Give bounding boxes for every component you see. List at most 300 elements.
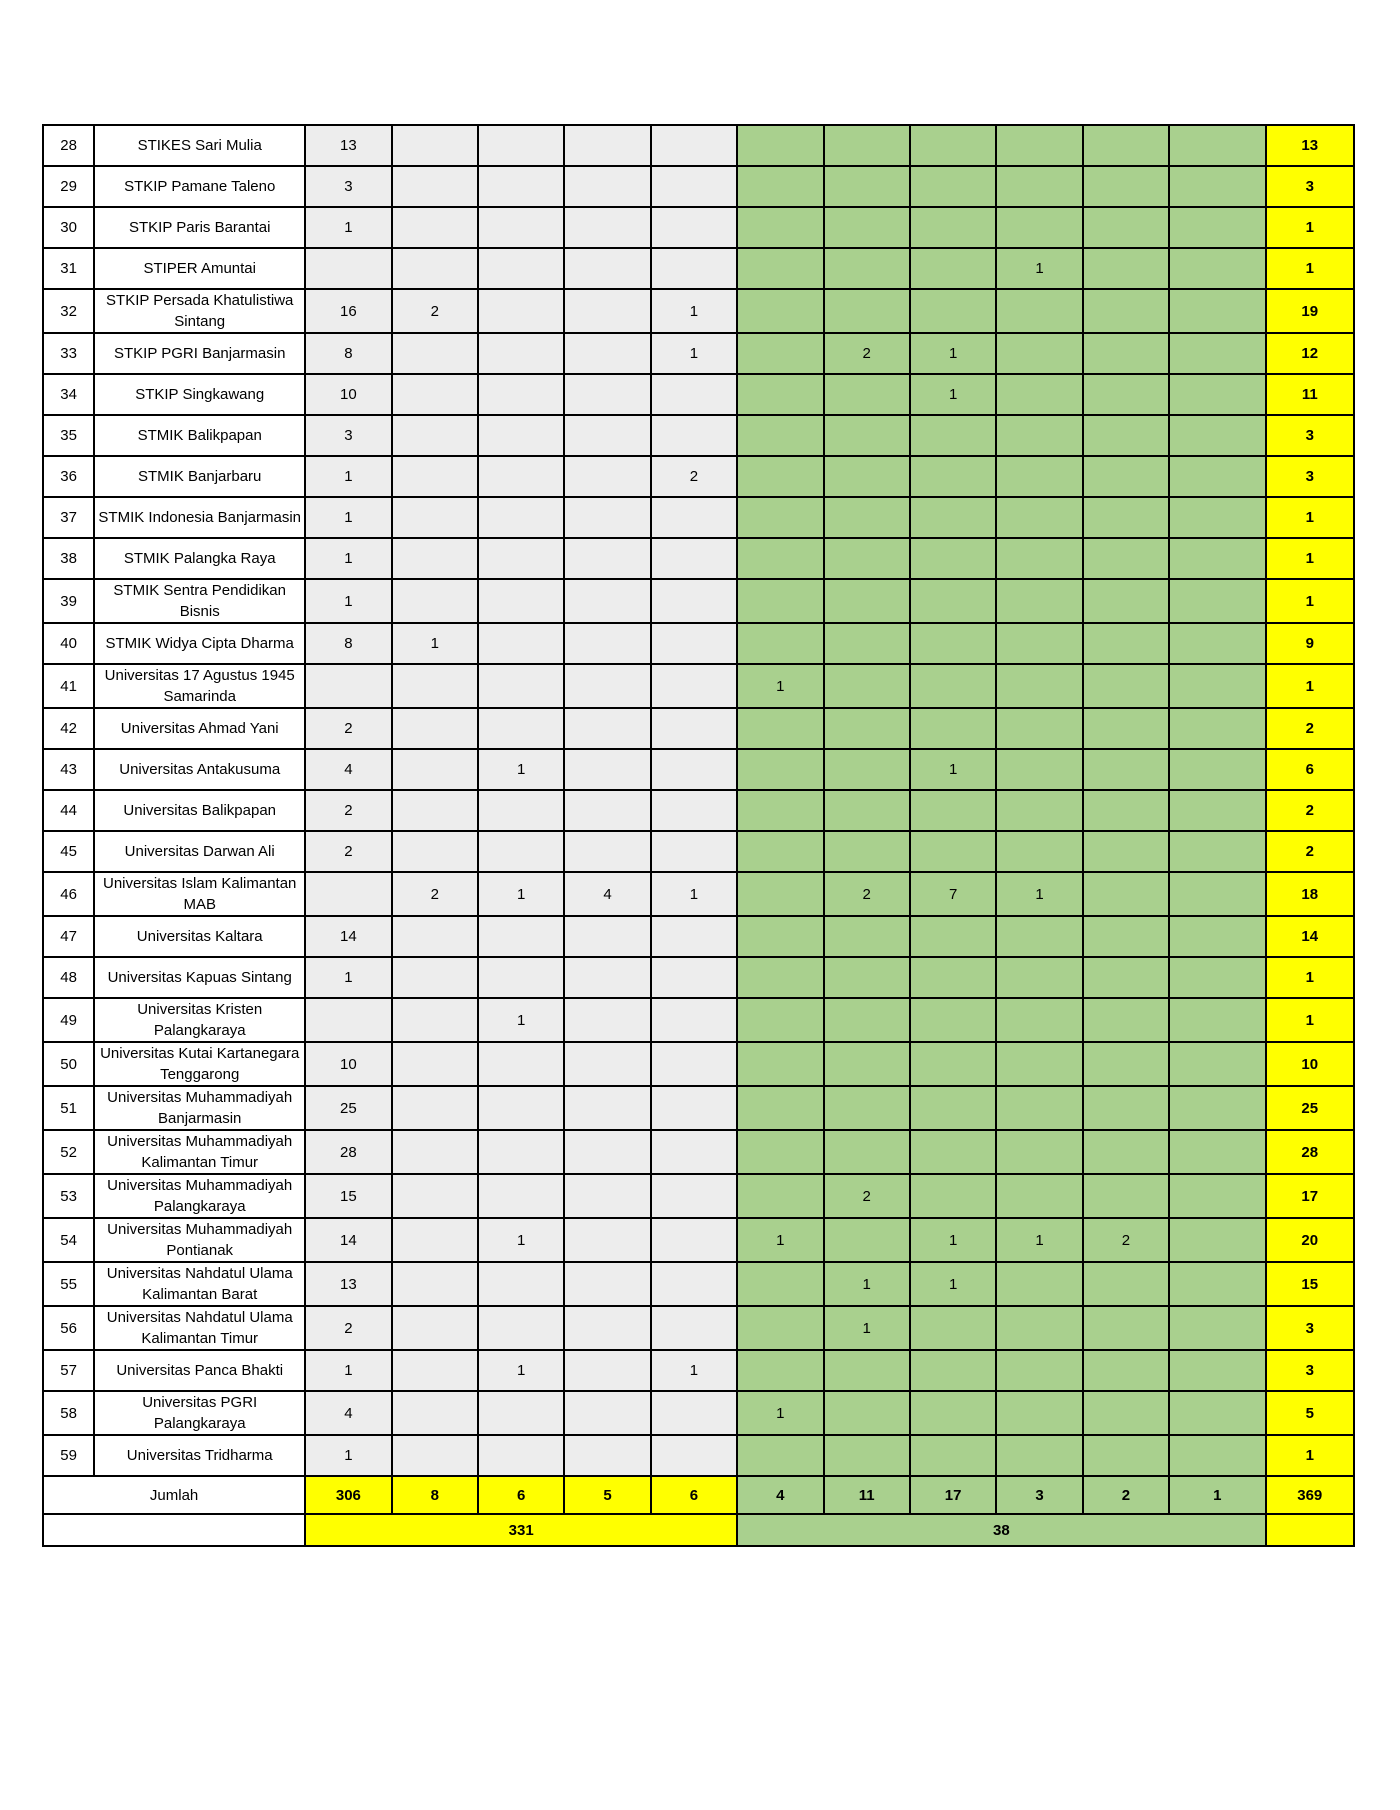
- count-cell: [564, 166, 650, 207]
- row-number: 36: [43, 456, 94, 497]
- count-cell: [564, 333, 650, 374]
- count-cell: [478, 333, 564, 374]
- count-cell-green: [1083, 790, 1169, 831]
- row-total: 5: [1266, 1391, 1354, 1435]
- count-cell-green: [1083, 1435, 1169, 1476]
- count-cell-green: [1169, 289, 1265, 333]
- count-cell-green: [996, 456, 1082, 497]
- row-total: 10: [1266, 1042, 1354, 1086]
- count-cell: 1: [392, 623, 478, 664]
- table-row: [43, 456, 1354, 497]
- count-cell: [392, 374, 478, 415]
- count-cell: [564, 207, 650, 248]
- count-cell-green: [824, 374, 910, 415]
- count-cell-green: [1083, 957, 1169, 998]
- count-cell-green: [1169, 916, 1265, 957]
- count-cell-green: [910, 538, 996, 579]
- count-cell-green: [824, 916, 910, 957]
- count-cell: [392, 207, 478, 248]
- grand-a-total: 331: [305, 1514, 737, 1546]
- jumlah-b-cell: 2: [1083, 1476, 1169, 1514]
- count-cell: 1: [305, 957, 391, 998]
- count-cell-green: [824, 998, 910, 1042]
- count-cell-green: [1083, 1262, 1169, 1306]
- count-cell-green: [910, 1086, 996, 1130]
- row-number: 41: [43, 664, 94, 708]
- count-cell-green: [824, 1391, 910, 1435]
- count-cell: [564, 1391, 650, 1435]
- count-cell: 10: [305, 1042, 391, 1086]
- count-cell-green: [737, 872, 823, 916]
- count-cell-green: [737, 333, 823, 374]
- count-cell-green: [1083, 1042, 1169, 1086]
- count-cell: 4: [564, 872, 650, 916]
- count-cell: [564, 456, 650, 497]
- jumlah-b-cell: 3: [996, 1476, 1082, 1514]
- count-cell: [651, 998, 737, 1042]
- count-cell-green: [737, 916, 823, 957]
- count-cell-green: [1169, 1086, 1265, 1130]
- count-cell: [651, 1262, 737, 1306]
- row-number: 51: [43, 1086, 94, 1130]
- count-cell-green: [1083, 289, 1169, 333]
- count-cell-green: [1083, 125, 1169, 166]
- count-cell-green: [737, 749, 823, 790]
- count-cell-green: 1: [910, 1262, 996, 1306]
- count-cell-green: [910, 998, 996, 1042]
- count-cell: [392, 749, 478, 790]
- count-cell-green: [1169, 1350, 1265, 1391]
- row-total: 3: [1266, 1306, 1354, 1350]
- count-cell: [564, 1174, 650, 1218]
- count-cell-green: [910, 248, 996, 289]
- count-cell-green: [737, 125, 823, 166]
- count-cell-green: [1169, 1218, 1265, 1262]
- row-total: 1: [1266, 248, 1354, 289]
- count-cell-green: [996, 1086, 1082, 1130]
- table-row: [43, 248, 1354, 289]
- row-total: 20: [1266, 1218, 1354, 1262]
- row-total: 14: [1266, 916, 1354, 957]
- row-total: 2: [1266, 790, 1354, 831]
- table-row: [43, 998, 1354, 1042]
- count-cell-green: [996, 1130, 1082, 1174]
- count-cell-green: [1083, 415, 1169, 456]
- table-row: [43, 333, 1354, 374]
- count-cell-green: [910, 207, 996, 248]
- institution-name: STMIK Widya Cipta Dharma: [94, 623, 305, 664]
- count-cell-green: [910, 1130, 996, 1174]
- count-cell: [564, 374, 650, 415]
- table-row: [43, 166, 1354, 207]
- count-cell: 1: [305, 538, 391, 579]
- count-cell-green: [1083, 831, 1169, 872]
- row-number: 29: [43, 166, 94, 207]
- jumlah-row: [43, 1476, 1354, 1514]
- count-cell: 1: [651, 333, 737, 374]
- count-cell-green: [1169, 998, 1265, 1042]
- count-cell: [564, 1350, 650, 1391]
- count-cell-green: [737, 1306, 823, 1350]
- count-cell-green: [1169, 207, 1265, 248]
- count-cell: 13: [305, 1262, 391, 1306]
- count-cell-green: [1169, 538, 1265, 579]
- count-cell-green: [824, 957, 910, 998]
- count-cell-green: [1083, 664, 1169, 708]
- count-cell: [651, 1435, 737, 1476]
- institution-name: Universitas Muhammadiyah Kalimantan Timur: [94, 1130, 305, 1174]
- count-cell-green: [996, 831, 1082, 872]
- count-cell-green: [824, 125, 910, 166]
- table-row: [43, 916, 1354, 957]
- count-cell-green: [996, 1391, 1082, 1435]
- count-cell-green: [1083, 374, 1169, 415]
- row-number: 57: [43, 1350, 94, 1391]
- count-cell: [564, 1262, 650, 1306]
- jumlah-a-cell: 5: [564, 1476, 650, 1514]
- row-number: 58: [43, 1391, 94, 1435]
- count-cell-green: [996, 957, 1082, 998]
- grand-total-row: [43, 1514, 1354, 1546]
- count-cell: 13: [305, 125, 391, 166]
- count-cell: [478, 623, 564, 664]
- count-cell-green: [824, 664, 910, 708]
- count-cell: 2: [305, 1306, 391, 1350]
- count-cell-green: [1083, 207, 1169, 248]
- count-cell: 1: [651, 289, 737, 333]
- count-cell: [478, 579, 564, 623]
- count-cell-green: [824, 749, 910, 790]
- count-cell-green: [737, 166, 823, 207]
- count-cell: [651, 1174, 737, 1218]
- count-cell: [392, 497, 478, 538]
- count-cell: [392, 916, 478, 957]
- count-cell-green: [737, 415, 823, 456]
- count-cell: 1: [478, 998, 564, 1042]
- count-cell-green: [996, 1042, 1082, 1086]
- table-row: [43, 708, 1354, 749]
- count-cell-green: [1169, 1262, 1265, 1306]
- count-cell: 1: [305, 497, 391, 538]
- count-cell: [478, 664, 564, 708]
- institution-name: STKIP Singkawang: [94, 374, 305, 415]
- count-cell: [564, 916, 650, 957]
- institution-name: Universitas Antakusuma: [94, 749, 305, 790]
- table-row: [43, 1042, 1354, 1086]
- row-total: 1: [1266, 957, 1354, 998]
- count-cell: [651, 749, 737, 790]
- count-cell-green: [1169, 1435, 1265, 1476]
- count-cell-green: [996, 289, 1082, 333]
- count-cell: [564, 749, 650, 790]
- count-cell-green: [1169, 1306, 1265, 1350]
- jumlah-b-cell: 11: [824, 1476, 910, 1514]
- count-cell: [392, 166, 478, 207]
- count-cell: [651, 790, 737, 831]
- count-cell-green: [824, 1218, 910, 1262]
- count-cell-green: [1169, 708, 1265, 749]
- jumlah-b-cell: 17: [910, 1476, 996, 1514]
- institution-name: Universitas PGRI Palangkaraya: [94, 1391, 305, 1435]
- row-total: 25: [1266, 1086, 1354, 1130]
- institution-name: Universitas Kapuas Sintang: [94, 957, 305, 998]
- count-cell-green: [1169, 1391, 1265, 1435]
- count-cell-green: [996, 1435, 1082, 1476]
- count-cell-green: 2: [824, 333, 910, 374]
- count-cell: 25: [305, 1086, 391, 1130]
- count-cell-green: [996, 374, 1082, 415]
- count-cell: [478, 207, 564, 248]
- count-cell-green: [824, 623, 910, 664]
- count-cell: [392, 1086, 478, 1130]
- institution-name: Universitas Tridharma: [94, 1435, 305, 1476]
- count-cell-green: [996, 1306, 1082, 1350]
- count-cell: [651, 1306, 737, 1350]
- row-total: 6: [1266, 749, 1354, 790]
- count-cell-green: [1169, 497, 1265, 538]
- count-cell-green: 1: [910, 1218, 996, 1262]
- row-total: 1: [1266, 538, 1354, 579]
- count-cell: 1: [305, 1350, 391, 1391]
- count-cell: [478, 790, 564, 831]
- count-cell-green: [910, 415, 996, 456]
- count-cell: 2: [392, 872, 478, 916]
- count-cell: [478, 289, 564, 333]
- count-cell: [392, 1435, 478, 1476]
- row-number: 52: [43, 1130, 94, 1174]
- count-cell: 1: [478, 1218, 564, 1262]
- count-cell: [651, 415, 737, 456]
- count-cell: [478, 125, 564, 166]
- jumlah-a-cell: 6: [651, 1476, 737, 1514]
- count-cell: 2: [392, 289, 478, 333]
- count-cell-green: [737, 831, 823, 872]
- row-number: 33: [43, 333, 94, 374]
- count-cell: 16: [305, 289, 391, 333]
- count-cell-green: [996, 708, 1082, 749]
- row-number: 34: [43, 374, 94, 415]
- count-cell: [478, 916, 564, 957]
- row-total: 28: [1266, 1130, 1354, 1174]
- count-cell-green: 1: [824, 1262, 910, 1306]
- row-number: 59: [43, 1435, 94, 1476]
- count-cell: 10: [305, 374, 391, 415]
- row-number: 38: [43, 538, 94, 579]
- count-cell-green: [910, 1435, 996, 1476]
- count-cell-green: [996, 497, 1082, 538]
- row-number: 47: [43, 916, 94, 957]
- count-cell: [564, 289, 650, 333]
- count-cell: [651, 916, 737, 957]
- count-cell: [564, 623, 650, 664]
- count-cell-green: [910, 166, 996, 207]
- count-cell: [478, 456, 564, 497]
- institution-name: Universitas Balikpapan: [94, 790, 305, 831]
- count-cell-green: [1169, 579, 1265, 623]
- count-cell: [478, 1262, 564, 1306]
- count-cell: [564, 538, 650, 579]
- count-cell-green: [737, 790, 823, 831]
- count-cell: [478, 1435, 564, 1476]
- count-cell-green: [737, 207, 823, 248]
- count-cell-green: 2: [824, 1174, 910, 1218]
- count-cell-green: [824, 1350, 910, 1391]
- row-number: 54: [43, 1218, 94, 1262]
- table-row: [43, 749, 1354, 790]
- data-table: [42, 124, 1355, 1547]
- row-total: 9: [1266, 623, 1354, 664]
- count-cell: [392, 415, 478, 456]
- count-cell: 15: [305, 1174, 391, 1218]
- row-total: 1: [1266, 207, 1354, 248]
- count-cell: [392, 538, 478, 579]
- count-cell: 2: [305, 708, 391, 749]
- count-cell: [564, 957, 650, 998]
- count-cell: 4: [305, 1391, 391, 1435]
- count-cell: [564, 497, 650, 538]
- table-row: [43, 1350, 1354, 1391]
- count-cell-green: [1169, 415, 1265, 456]
- count-cell: [392, 664, 478, 708]
- count-cell: [478, 415, 564, 456]
- count-cell-green: [996, 166, 1082, 207]
- count-cell: [564, 790, 650, 831]
- institution-name: STKIP Paris Barantai: [94, 207, 305, 248]
- institution-name: STMIK Sentra Pendidikan Bisnis: [94, 579, 305, 623]
- count-cell-green: [910, 916, 996, 957]
- count-cell-green: [1083, 497, 1169, 538]
- count-cell-green: [737, 623, 823, 664]
- table-row: [43, 1391, 1354, 1435]
- row-total: 15: [1266, 1262, 1354, 1306]
- count-cell: [478, 538, 564, 579]
- count-cell-green: 7: [910, 872, 996, 916]
- count-cell: 8: [305, 623, 391, 664]
- count-cell: [305, 998, 391, 1042]
- row-total: 2: [1266, 831, 1354, 872]
- institution-name: Universitas Islam Kalimantan MAB: [94, 872, 305, 916]
- count-cell: [564, 415, 650, 456]
- row-number: 37: [43, 497, 94, 538]
- count-cell-green: [1083, 1086, 1169, 1130]
- count-cell: 1: [305, 456, 391, 497]
- count-cell: [651, 207, 737, 248]
- count-cell: [651, 957, 737, 998]
- institution-name: Universitas Kaltara: [94, 916, 305, 957]
- count-cell-green: [737, 538, 823, 579]
- count-cell-green: [910, 289, 996, 333]
- count-cell-green: [910, 664, 996, 708]
- count-cell-green: [737, 1086, 823, 1130]
- count-cell-green: [824, 1042, 910, 1086]
- count-cell-green: [1169, 957, 1265, 998]
- jumlah-a-cell: 306: [305, 1476, 391, 1514]
- count-cell-green: [1083, 708, 1169, 749]
- jumlah-b-cell: 4: [737, 1476, 823, 1514]
- count-cell-green: [910, 708, 996, 749]
- count-cell: [392, 125, 478, 166]
- count-cell-green: [1169, 248, 1265, 289]
- count-cell-green: [1169, 333, 1265, 374]
- count-cell: [564, 579, 650, 623]
- count-cell: [392, 1391, 478, 1435]
- count-cell-green: [910, 1174, 996, 1218]
- jumlah-b-cell: 1: [1169, 1476, 1265, 1514]
- count-cell: [392, 998, 478, 1042]
- count-cell-green: [824, 248, 910, 289]
- count-cell: 1: [651, 872, 737, 916]
- institution-name: Universitas Kutai Kartanegara Tenggarong: [94, 1042, 305, 1086]
- row-total: 1: [1266, 998, 1354, 1042]
- count-cell-green: [1083, 1130, 1169, 1174]
- count-cell-green: [910, 579, 996, 623]
- institution-name: STMIK Palangka Raya: [94, 538, 305, 579]
- table-body: [43, 125, 1354, 1476]
- jumlah-label: Jumlah: [43, 1476, 305, 1514]
- count-cell-green: 1: [824, 1306, 910, 1350]
- institution-name: Universitas Kristen Palangkaraya: [94, 998, 305, 1042]
- count-cell: 28: [305, 1130, 391, 1174]
- count-cell: [478, 1130, 564, 1174]
- row-number: 30: [43, 207, 94, 248]
- count-cell-green: [1083, 749, 1169, 790]
- count-cell: [564, 831, 650, 872]
- count-cell: [651, 664, 737, 708]
- table-row: [43, 374, 1354, 415]
- row-total: 1: [1266, 664, 1354, 708]
- count-cell-green: [1083, 916, 1169, 957]
- count-cell-green: [996, 207, 1082, 248]
- count-cell-green: [737, 1350, 823, 1391]
- count-cell: [564, 1130, 650, 1174]
- count-cell-green: [824, 831, 910, 872]
- row-number: 43: [43, 749, 94, 790]
- count-cell: 14: [305, 916, 391, 957]
- count-cell-green: [824, 708, 910, 749]
- count-cell-green: [737, 957, 823, 998]
- count-cell: [478, 831, 564, 872]
- count-cell-green: [737, 1042, 823, 1086]
- count-cell-green: [1083, 248, 1169, 289]
- count-cell-green: [824, 790, 910, 831]
- institution-name: Universitas Muhammadiyah Banjarmasin: [94, 1086, 305, 1130]
- count-cell: [392, 1042, 478, 1086]
- count-cell: 2: [305, 831, 391, 872]
- row-total: 18: [1266, 872, 1354, 916]
- count-cell-green: [996, 538, 1082, 579]
- count-cell: [392, 1130, 478, 1174]
- count-cell-green: [824, 415, 910, 456]
- count-cell-green: 1: [910, 374, 996, 415]
- row-total: 3: [1266, 166, 1354, 207]
- count-cell-green: 1: [737, 1391, 823, 1435]
- institution-name: Universitas Ahmad Yani: [94, 708, 305, 749]
- count-cell: [392, 708, 478, 749]
- count-cell-green: [1083, 623, 1169, 664]
- count-cell-green: [910, 790, 996, 831]
- count-cell: [478, 1174, 564, 1218]
- count-cell-green: [910, 497, 996, 538]
- table-row: [43, 623, 1354, 664]
- institution-name: STMIK Indonesia Banjarmasin: [94, 497, 305, 538]
- count-cell: 3: [305, 415, 391, 456]
- row-number: 44: [43, 790, 94, 831]
- table-row: [43, 1306, 1354, 1350]
- row-total: 19: [1266, 289, 1354, 333]
- count-cell-green: [737, 289, 823, 333]
- table-row: [43, 415, 1354, 456]
- row-total: 17: [1266, 1174, 1354, 1218]
